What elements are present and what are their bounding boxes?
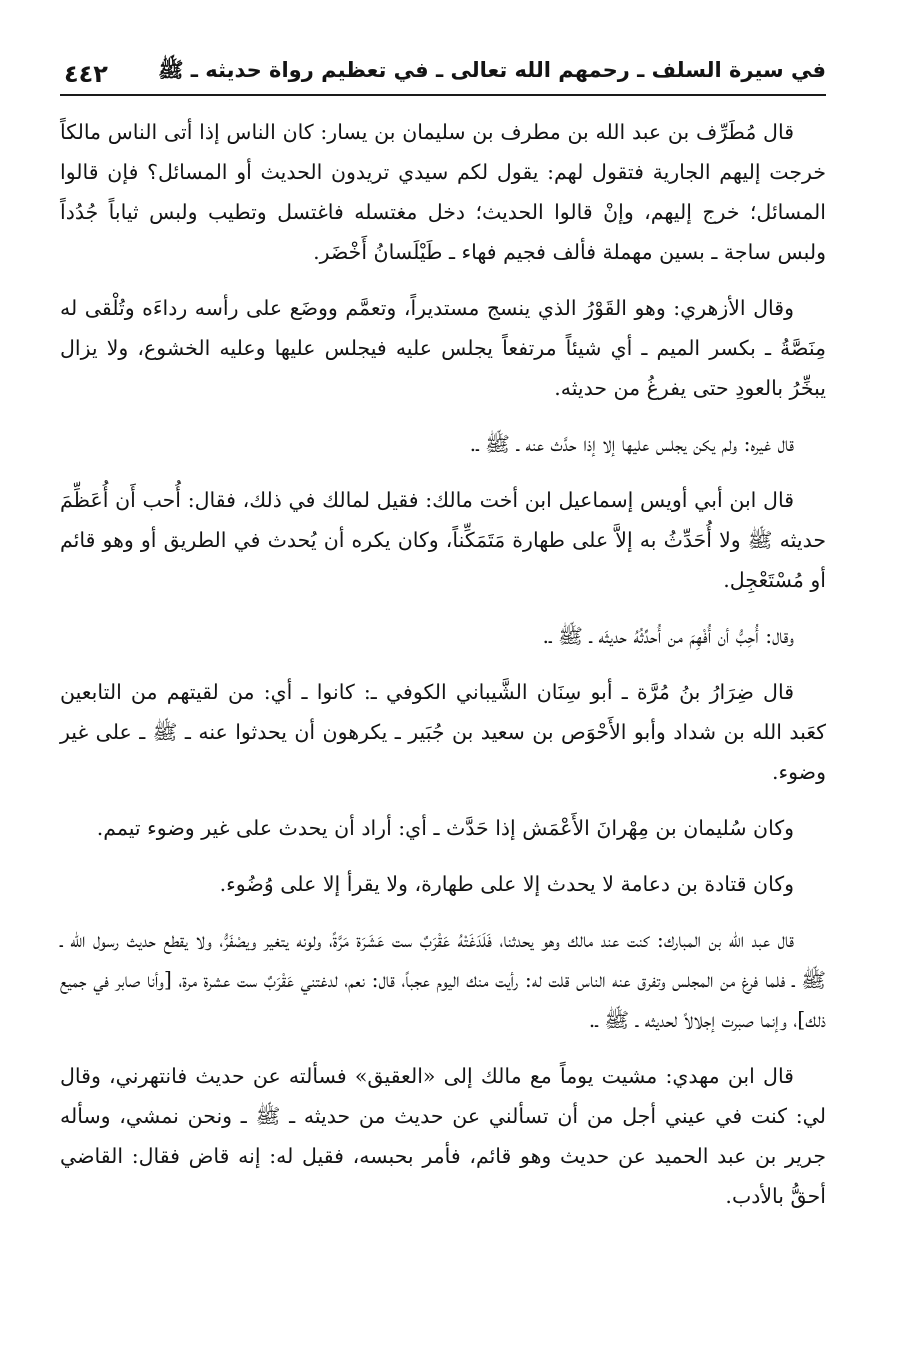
page-number: ٤٤٢ [64,60,108,88]
paragraph: وقال الأزهري: وهو القَوْرُ الذي ينسج مستديراً، وتعمَّم ووضَع على رأسه رداءَه وتُلْقى له مِنَصَّةُ ـ بكسر الميم ـ أي شيئاً مرتفعاً يجلس عليه فيجلس عليها وعليه الخشوع، ولا يزال يبخِّرُ بالعودِ حتى يفرغُ من حديثه. [60,296,826,400]
paragraph: وكان سُليمان بن مِهْرانَ الأَعْمَش إذا حَدَّث ـ أي: أراد أن يحدث على غير وضوء تيمم. [96,816,794,840]
paragraph: قال غيره: ولم يكن يجلس عليها إلا إذا حدَّث عنه ـ ﷺ ـ. [469,432,794,456]
book-page [60,50,826,1340]
paragraph: قال ابن مهدي: مشيت يوماً مع مالك إلى «العقيق» فسألته عن حديث فانتهرني، وقال لي: كنت في عيني أجل من أن تسألني عن حديث من حديثه ـ ﷺ ـ ونحن نمشي، وسأله جرير بن عبد الحميد عن حديث وهو قائم، فأمر بحبسه، فقيل له: إنه قاض فقال: القاضي أحقُّ بالأدب. [60,1064,826,1208]
paragraph: وقال: أُحِبُّ أن أُفْهِمَ من أُحدِّثُهُ حديثَه ـ ﷺ ـ. [542,624,794,648]
page-body [60,96,826,1216]
paragraph: وكان قتادة بن دعامة لا يحدث إلا على طهارة، ولا يقرأ إلا على وُضُوء. [219,872,794,896]
running-title: في سيرة السلف ـ رحمهم الله تعالى ـ في تعظيم رواة حديثه ـ ﷺ [158,58,826,82]
paragraph: قال مُطَرِّف بن عبد الله بن مطرف بن سليمان بن يسار: كان الناس إذا أتى الناس مالكاً خرجت إليهم الجارية فتقول لهم: يقول لكم سيدي تريدون الحديث أو المسائل؟ فإن قالوا المسائل؛ خرج إليهم، وإنْ قالوا الحديث؛ دخل مغتسله فاغتسل وتطيب ولبس ثياباً جُدُداً ولبس ساجة ـ بسين مهملة فألف فجيم فهاء ـ طَيْلَسانُ أَخْضَر. [60,120,826,264]
paragraph: قال ابن أبي أويس إسماعيل ابن أخت مالك: فقيل لمالك في ذلك، فقال: أُحب أَن أُعَظِّمَ حديثه ﷺ ولا أُحَدِّثُ به إلاَّ على طهارة مَتَمَكِّناً، وكان يكره أن يُحدث في الطريق أو وهو قائم أو مُسْتَعْجِل. [60,488,827,592]
running-header [60,50,826,96]
paragraph: قال ضِرَارُ بنُ مُرَّة ـ أبو سِنَان الشَّيباني الكوفي ـ: كانوا ـ أي: من لقيتهم من التابعين كعَبد الله بن شداد وأبو الأَحْوَص بن سعيد بن جُبَير ـ يكرهون أن يحدثوا عنه ـ ﷺ ـ على غير وضوء. [60,680,826,784]
paragraph: قال عبد الله بن المبارك: كنت عند مالك وهو يحدثنا، فَلَدَغَتْهُ عَقْرَبٌ ست عَشَرَة مَرَّةً، ولونه يتغير ويصْفَرُّ، ولا يقطع حديث رسول الله ـ ﷺ ـ فلما فرغ من المجلس وتفرق عنه الناس قلت له: رأيت منك اليوم عجباً، قال: نعم، لدغتني عَقْرَبٌ ست عشرة مرة، [وأنا صابر في جميع ذلك]، وإنما صبرت إجلالاً لحديثه ـ ﷺ ـ. [60,928,826,1032]
